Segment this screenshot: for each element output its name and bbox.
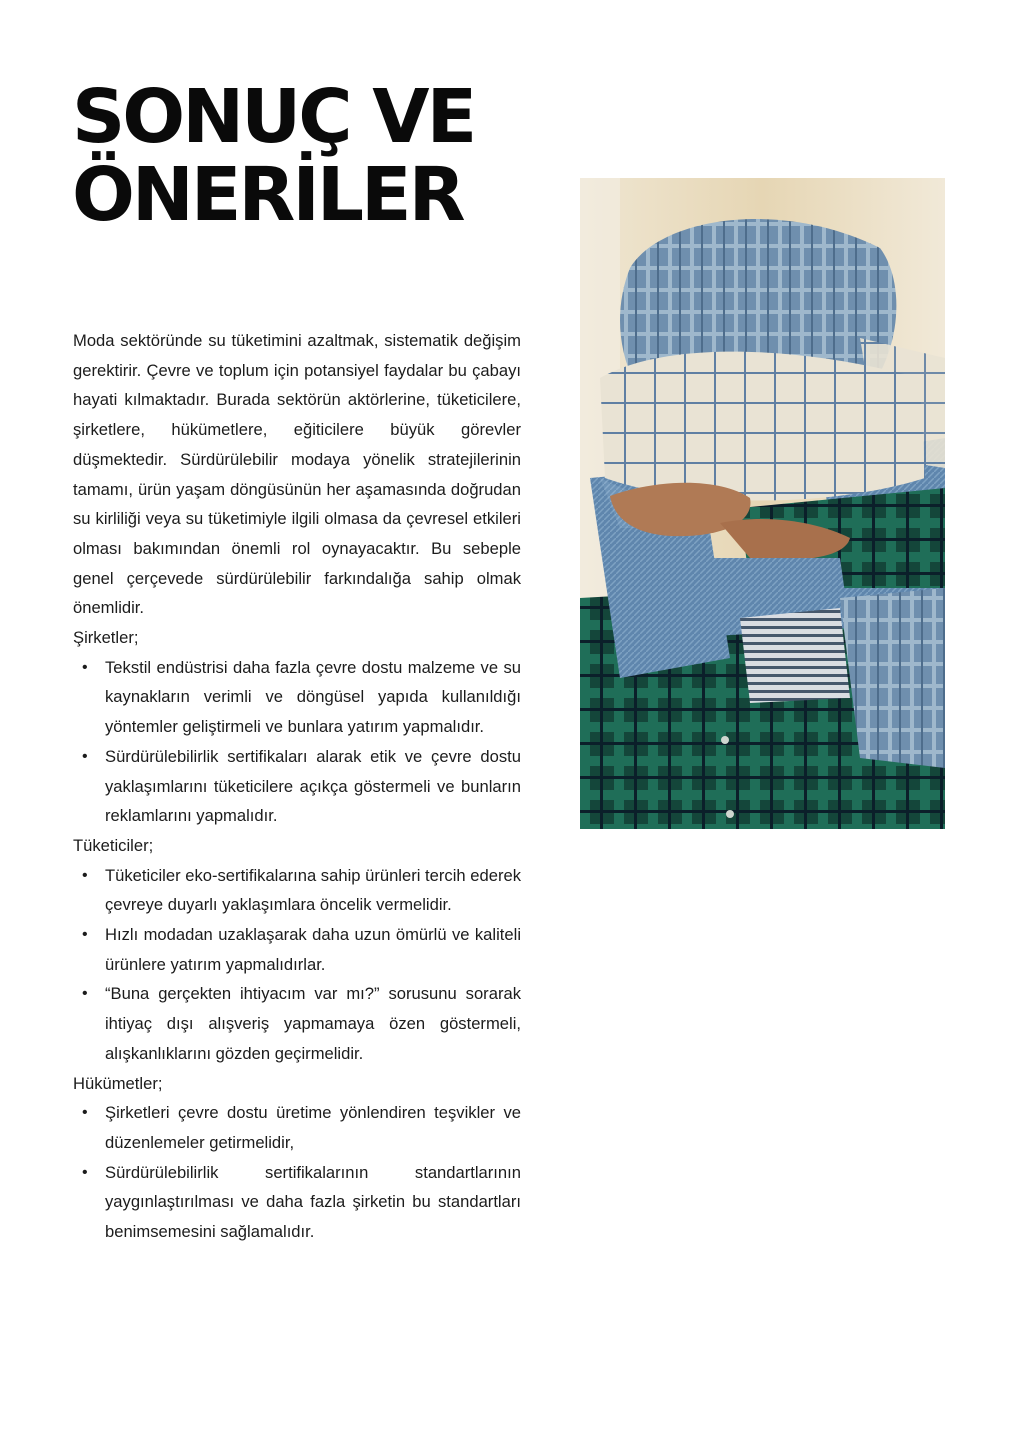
- list-item: • Tekstil endüstrisi daha fazla çevre dostu malzeme ve su kaynakların verimli ve döngüsel yapıda kullanıldığı yöntemler geliştirmeli ve bunlara yatırım yapmalıdır.: [73, 653, 521, 742]
- list-item: • Sürdürülebilirlik sertifikalarının standartlarının yaygınlaştırılması ve daha fazla şirketin bu standartları benimsemesini sağlamalıdır.: [73, 1158, 521, 1247]
- bullet-list: [73, 653, 521, 831]
- intro-paragraph: Moda sektöründe su tüketimini azaltmak, sistematik değişim gerektirir. Çevre ve toplum için potansiyel faydalar bu çabayı hayati kılmaktadır. Burada sektörün aktörlerine, tüketicilere, şirketlere, hükümetlere, eğiticilere büyük görevler düşmektedir. Sürdürülebilir modaya yönelik stratejilerinin tamamı, ürün yaşam döngüsünün her aşamasında doğrudan su kirliliği veya su tüketimiyle ilgili olmasa da çevresel etkileri olması bakımından önemli rol oynayacaktır. Bu sebeple genel çerçevede sürdürülebilir farkındalığa sahip olmak önemlidir.: [73, 331, 521, 618]
- bullet-icon: •: [82, 866, 88, 884]
- list-item: • Şirketleri çevre dostu üretime yönlendiren teşvikler ve düzenlemeler getirmelidir,: [73, 1098, 521, 1157]
- section-consumers: [73, 831, 521, 1069]
- title-line-2: ÖNERİLER: [72, 152, 463, 238]
- bullet-icon: •: [82, 747, 88, 765]
- section-label: Şirketler;: [73, 628, 139, 648]
- title-line-1: SONUÇ VE: [72, 74, 475, 160]
- list-item: • Tüketiciler eko-sertifikalarına sahip ürünleri tercih ederek çevreye duyarlı yaklaşımlara öncelik vermelidir.: [73, 861, 521, 920]
- bullet-list: [73, 861, 521, 1069]
- bullet-icon: •: [82, 1163, 88, 1181]
- section-label: Tüketiciler;: [73, 835, 154, 855]
- bullet-icon: •: [82, 658, 88, 676]
- page-title: [72, 74, 475, 238]
- section-companies: [73, 623, 521, 831]
- list-item: • Hızlı modadan uzaklaşarak daha uzun ömürlü ve kaliteli ürünlere yatırım yapmalıdırlar.: [73, 920, 521, 979]
- list-item: • Sürdürülebilirlik sertifikaları alarak etik ve çevre dostu yaklaşımlarını tüketicilere açıkça göstermeli ve bunların reklamlarını yapmalıdır.: [73, 742, 521, 831]
- bullet-list: [73, 1098, 521, 1247]
- bullet-icon: •: [82, 926, 88, 944]
- clothes-pile-photo: [580, 178, 945, 829]
- list-item: • “Buna gerçekten ihtiyacım var mı?” sorusunu sorarak ihtiyaç dışı alışveriş yapmamaya özen göstermeli, alışkanlıklarını gözden geçirmelidir.: [73, 979, 521, 1068]
- bullet-icon: •: [82, 985, 88, 1003]
- bullet-icon: •: [82, 1104, 88, 1122]
- section-label: Hükümetler;: [73, 1073, 163, 1093]
- section-governments: [73, 1069, 521, 1247]
- body-text: [73, 326, 521, 1247]
